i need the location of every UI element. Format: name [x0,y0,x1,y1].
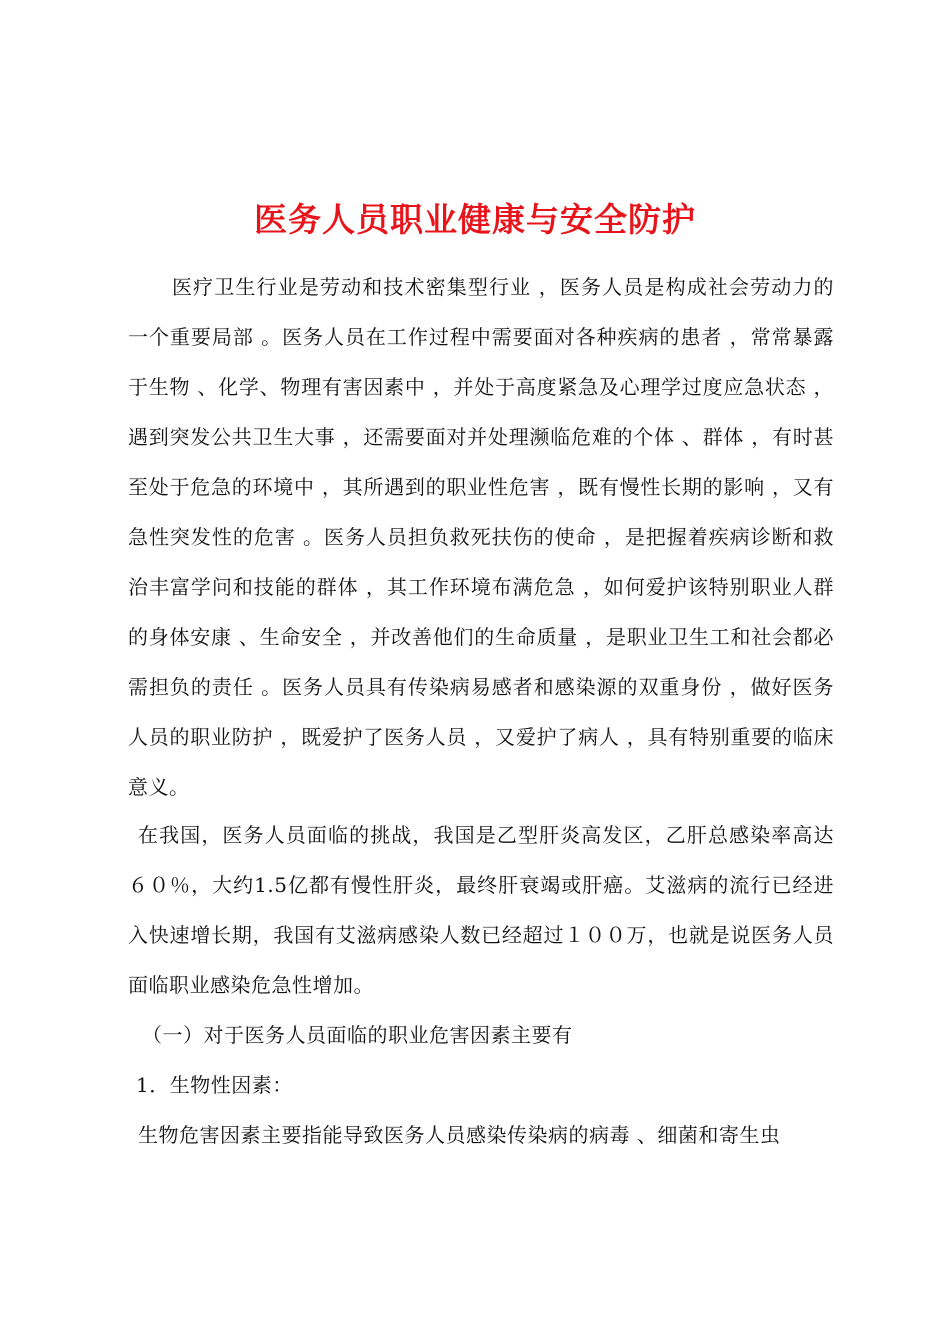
paragraph-biological: 生物危害因素主要指能导致医务人员感染传染病的病毒 、细菌和寄生虫 [138,1123,781,1147]
paragraph-intro: 医疗卫生行业是劳动和技术密集型行业 ，医务人员是构成社会劳动力的一个重要局部 。医务人员在工作过程中需要面对各种疾病的患者 ，常常暴露于生物 、化学、物理有害因素中 ，并处于高度紧急及心理学过度应急状态 ，遇到突发公共卫生大事 ，还需要面对并处理濒临危难的个体 、群体 ，有时甚至处于危急的环境中 ，其所遇到的职业性危害 ，既有慢性长期的影响 ，又有急性突发性的危害 。医务人员担负救死扶伤的使命 ，是把握着疾病诊断和救治丰富学问和技能的群体 ，其工作环境布满危急 ，如何爱护该特别职业人群的身体安康 、生命安全 ，并改善他们的生命质量 ，是职业卫生工和社会都必需担负的责任 。医务人员具有传染病易感者和感染源的双重身份 ，做好医务人员的职业防护 ，既爱护了医务人员 ，又爱护了病人 ，具有特别重要的临床意义。 [128,275,834,799]
paragraph-challenges: 在我国，医务人员面临的挑战，我国是乙型肝炎高发区，乙肝总感染率高达６０％，大约1.5亿都有慢性肝炎，最终肝衰竭或肝癌。艾滋病的流行已经进入快速增长期，我国有艾滋病感染人数已经超过１００万，也就是说医务人员面临职业感染危急性增加。 [128,823,834,997]
section-heading: （一）对于医务人员面临的职业危害因素主要有 [142,1023,573,1047]
page-title: 医务人员职业健康与安全防护 [254,200,696,240]
subsection-heading: 1．生物性因素： [136,1073,293,1097]
